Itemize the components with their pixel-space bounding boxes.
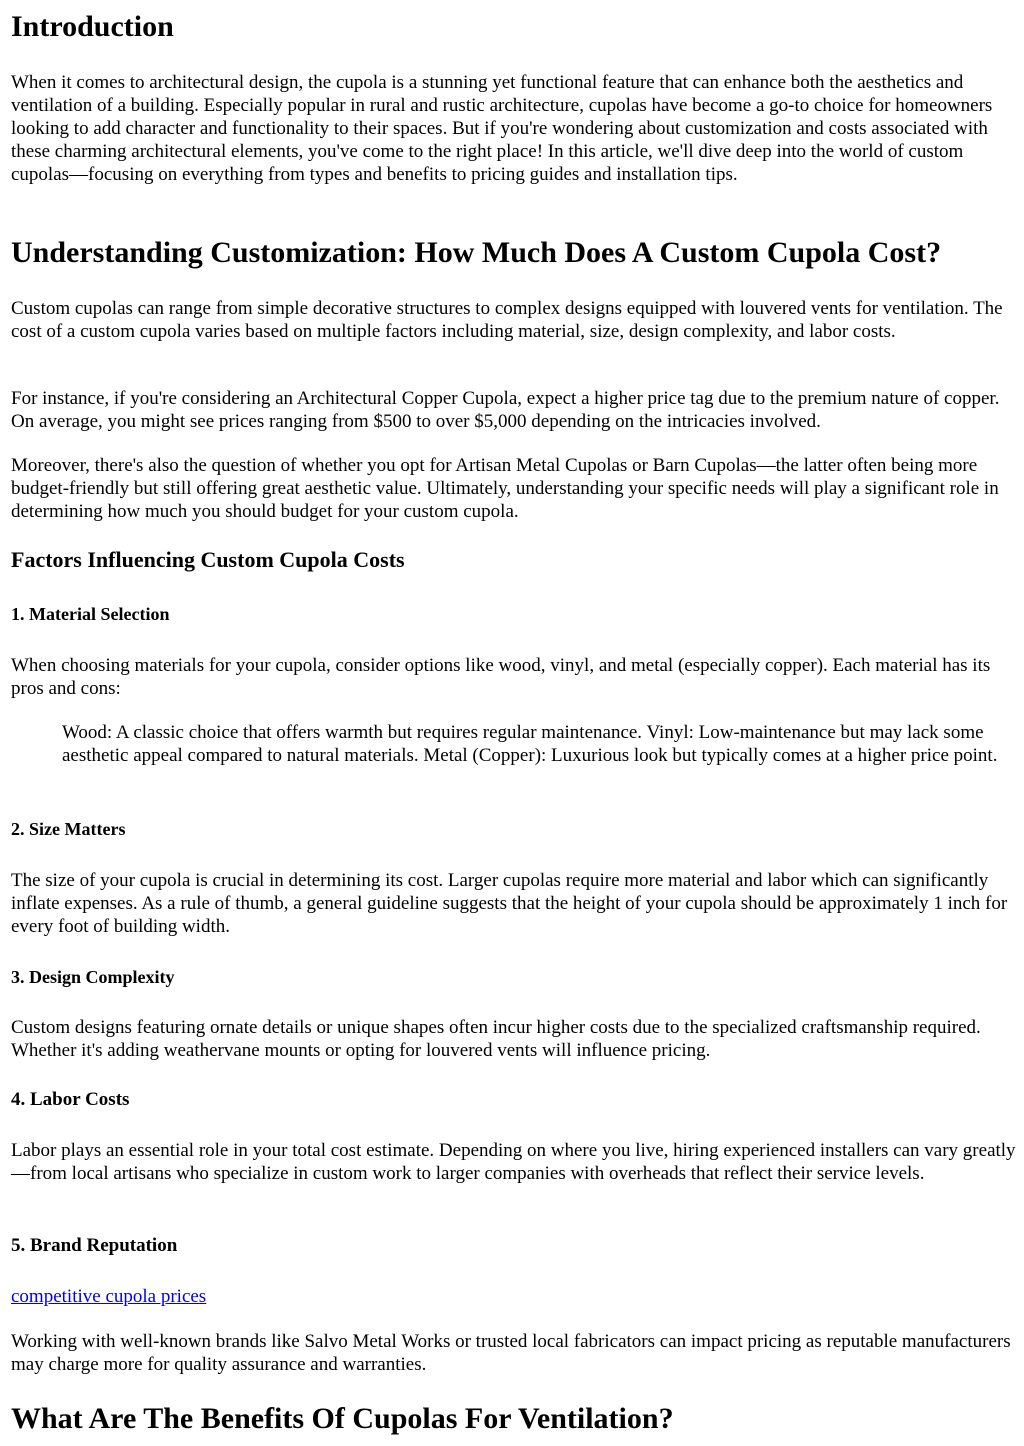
material-paragraph: When choosing materials for your cupola, consider options like wood, vinyl, and metal (especially copper). Each material has its pros and cons: — [11, 655, 991, 699]
customization-paragraph-2: For instance, if you're considering an Architectural Copper Cupola, expect a higher price tag due to the premium nature of copper. On average, you might see prices ranging from $500 to over $5,000 depending on the intricacies involved. — [11, 388, 1000, 432]
size-paragraph: The size of your cupola is crucial in determining its cost. Larger cupolas require more material and labor which can significantly inflate expenses. As a rule of thumb, a general guideline suggests that the height of your cupola should be approximately 1 inch for every foot of building width. — [11, 870, 1008, 937]
brand-paragraph: Working with well-known brands like Salvo Metal Works or trusted local fabricators can impact pricing as reputable manufacturers may charge more for quality assurance and warranties. — [11, 1331, 1011, 1375]
design-paragraph: Custom designs featuring ornate details or unique shapes often incur higher costs due to the specialized craftsmanship required. Whether it's adding weathervane mounts or opting for louvered vents will influence pricing. — [11, 1017, 981, 1061]
intro-paragraph: When it comes to architectural design, the cupola is a stunning yet functional feature that can enhance both the aesthetics and ventilation of a building. Especially popular in rural and rustic architecture, cupolas have become a go-to choice for homeowners looking to add character and functionality to their spaces. But if you're wondering about customization and costs associated with these charming architectural elements, you've come to the right place! In this article, we'll dive deep into the world of custom cupolas—focusing on everything from types and benefits to pricing guides and installation tips. — [11, 72, 993, 185]
customization-paragraph-1: Custom cupolas can range from simple decorative structures to complex designs equipped with louvered vents for ventilation. The cost of a custom cupola varies based on multiple factors including material, size, design complexity, and labor costs. — [11, 298, 1003, 342]
factors-heading: Factors Influencing Custom Cupola Costs — [11, 547, 405, 572]
size-heading: 2. Size Matters — [11, 819, 126, 839]
material-heading: 1. Material Selection — [11, 604, 170, 624]
design-heading: 3. Design Complexity — [11, 967, 175, 987]
customization-paragraph-3: Moreover, there's also the question of whether you opt for Artisan Metal Cupolas or Barn Cupolas—the latter often being more budget-friendly but still offering great aesthetic value. Ultimately, understanding your specific needs will play a significant role in determining how much you should budget for your custom cupola. — [11, 455, 999, 522]
competitive-prices-link[interactable]: competitive cupola prices — [11, 1286, 207, 1307]
intro-heading: Introduction — [11, 10, 174, 43]
labor-heading: 4. Labor Costs — [11, 1089, 130, 1110]
customization-heading: Understanding Customization: How Much Does A Custom Cupola Cost? — [11, 236, 942, 269]
labor-paragraph: Labor plays an essential role in your total cost estimate. Depending on where you live, hiring experienced installers can vary greatly—from local artisans who specialize in custom work to larger companies with overheads that reflect their service levels. — [11, 1140, 1016, 1184]
brand-heading: 5. Brand Reputation — [11, 1235, 178, 1256]
brand-link-paragraph — [11, 1285, 1016, 1308]
benefits-heading: What Are The Benefits Of Cupolas For Ventilation? — [11, 1402, 674, 1435]
material-options-quote: Wood: A classic choice that offers warmth but requires regular maintenance. Vinyl: Low-maintenance but may lack some aesthetic appeal compared to natural materials. Metal (Copper): Luxurious look but typically comes at a higher price point. — [62, 722, 998, 766]
